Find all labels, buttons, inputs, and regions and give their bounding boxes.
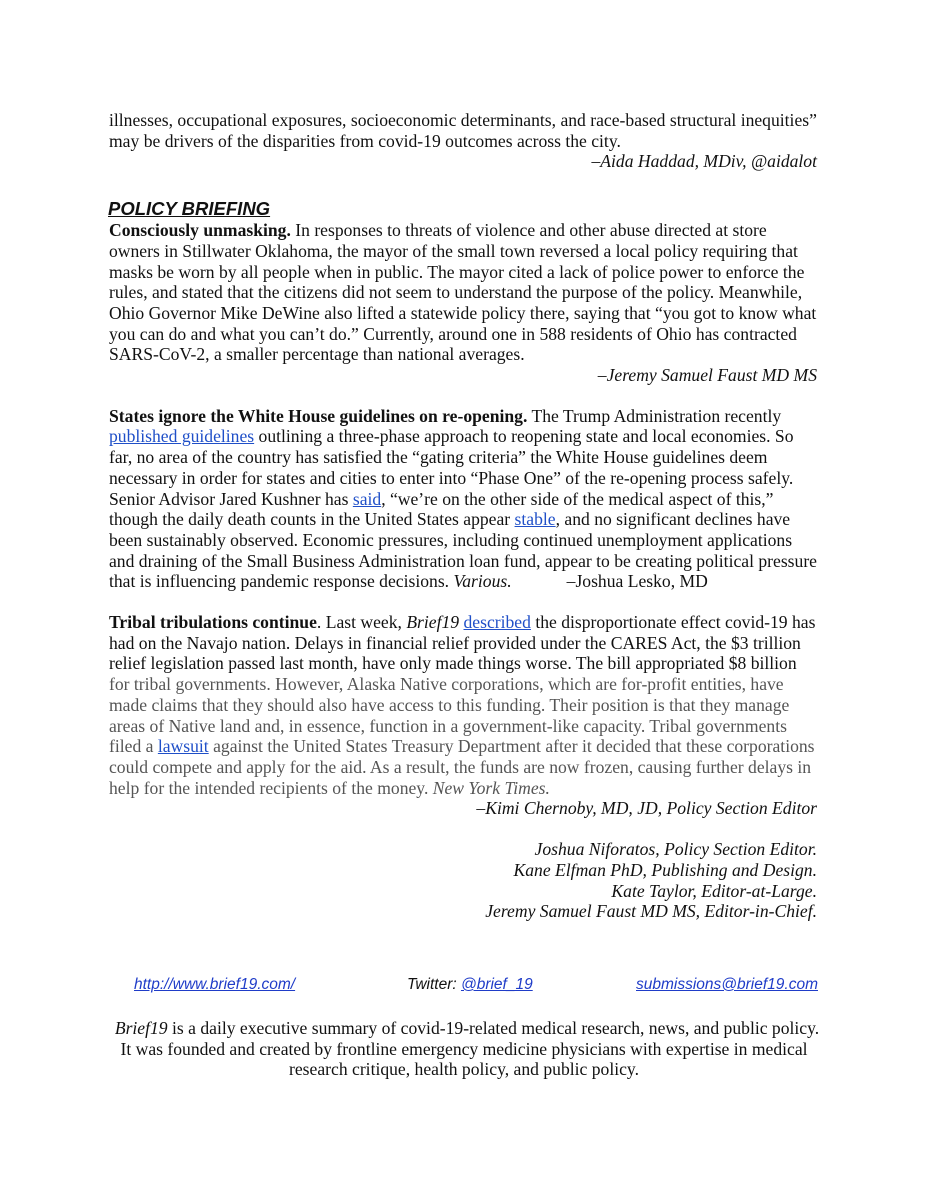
email-link[interactable]: submissions@brief19.com — [636, 976, 818, 993]
intro-paragraph — [109, 110, 817, 151]
article2-text-1: The Trump Administration recently — [527, 405, 782, 426]
described-link[interactable]: described — [463, 612, 531, 633]
twitter-item — [407, 975, 533, 995]
article3-text-3: the disproportionate effect covid-19 has had on the Navajo nation. Delays in financial relief provided under the CARES Act, the $3 trillion relief legislation passed last month, have only made things worse. The bill appropriated $8 billion — [109, 612, 816, 674]
editor-line: Kate Taylor, Editor-at-Large. — [611, 880, 817, 901]
article3-signature: –Kimi Chernoby, MD, JD, Policy Section Editor — [476, 798, 817, 819]
article3-text-4: for tribal governments. However, Alaska Native corporations, which are for-profit entities, have made claims that they should also have access to this funding. Their position is that they manage areas of Native land and, in essence, function in a government-like capacity. Tribal governments filed a — [109, 674, 790, 757]
about-brand: Brief19 — [114, 1018, 168, 1038]
intro-text: illnesses, occupational exposures, socioeconomic determinants, and race-based structural inequities” may be drivers of the disparities from covid-19 outcomes across the city. — [109, 110, 817, 151]
editor-line: Jeremy Samuel Faust MD MS, Editor-in-Chief. — [485, 901, 817, 922]
said-link[interactable]: said — [352, 488, 382, 509]
article2-text-4: , and no significant declines have been sustainably observed. Economic pressures, including continued unemployment applications and draining of the Small Business Administration loan fund, appear to be creating political pressure that is influencing pandemic response decisions. — [109, 509, 817, 592]
twitter-handle-link[interactable]: @brief_19 — [460, 976, 533, 993]
article1-signature: –Jeremy Samuel Faust MD MS — [597, 365, 817, 386]
about-paragraph — [105, 1018, 823, 1080]
about-text: is a daily executive summary of covid-19-related medical research, news, and public policy. It was founded and created by frontline emergency medicine physicians with expertise in medical research critique, health policy, and public policy. — [120, 1018, 820, 1080]
article3-text-5: against the United States Treasury Department after it decided that these corporations could compete and apply for the aid. As a result, the funds are now frozen, causing further delays in help for the intended recipients of the money. — [109, 736, 815, 798]
document-page — [109, 110, 817, 922]
editor-line: Kane Elfman PhD, Publishing and Design. — [513, 859, 817, 880]
stable-link[interactable]: stable — [514, 509, 556, 530]
editors-list — [109, 839, 817, 922]
published-guidelines-link[interactable]: published guidelines — [109, 426, 255, 447]
article2-title: States ignore the White House guidelines on re-opening. — [109, 405, 528, 426]
editor-line: Joshua Niforatos, Policy Section Editor. — [534, 839, 817, 860]
article2-source: Various. — [453, 571, 512, 592]
article3-title: Tribal tribulations continue — [109, 612, 317, 633]
intro-signature: –Aida Haddad, MDiv, @aidalot — [591, 151, 817, 172]
article2-signature: –Joshua Lesko, MD — [566, 571, 708, 592]
article3-brand: Brief19 — [406, 612, 460, 633]
lawsuit-link[interactable]: lawsuit — [157, 736, 209, 757]
article-consciously-unmasking — [109, 220, 817, 365]
article-white-house-guidelines — [109, 406, 817, 592]
website-link[interactable]: http://www.brief19.com/ — [134, 976, 296, 993]
article3-source: New York Times. — [432, 777, 550, 798]
article2-text-3: , “we’re on the other side of the medical aspect of this,” though the daily death counts in the United States appear — [109, 488, 774, 530]
article3-text-1: . Last week, — [316, 612, 407, 633]
article2-text-2: outlining a three-phase approach to reopening state and local economies. So far, no area of the country has satisfied the “gating criteria” the White House guidelines deem necessary in order for states and cities to enter into “Phase One” of the re-opening process safely. Senior Advisor Jared Kushner has — [109, 426, 794, 509]
twitter-label: Twitter: — [407, 976, 461, 993]
section-heading: POLICY BRIEFING — [108, 198, 271, 220]
article-tribal-tribulations — [109, 612, 817, 798]
article1-title: Consciously unmasking. — [109, 220, 291, 241]
article1-text: In responses to threats of violence and other abuse directed at store owners in Stillwater Oklahoma, the mayor of the small town reversed a local policy requiring that masks be worn by all people when in public. The mayor cited a lack of police power to enforce the rules, and stated that the citizens did not seem to understand the purpose of the policy. Meanwhile, Ohio Governor Mike DeWine also lifted a statewide policy there, saying that “you got to know what you can do and what you can’t do.” Currently, around one in 588 residents of Ohio has contracted SARS-CoV-2, a smaller percentage than national averages. — [109, 220, 817, 365]
